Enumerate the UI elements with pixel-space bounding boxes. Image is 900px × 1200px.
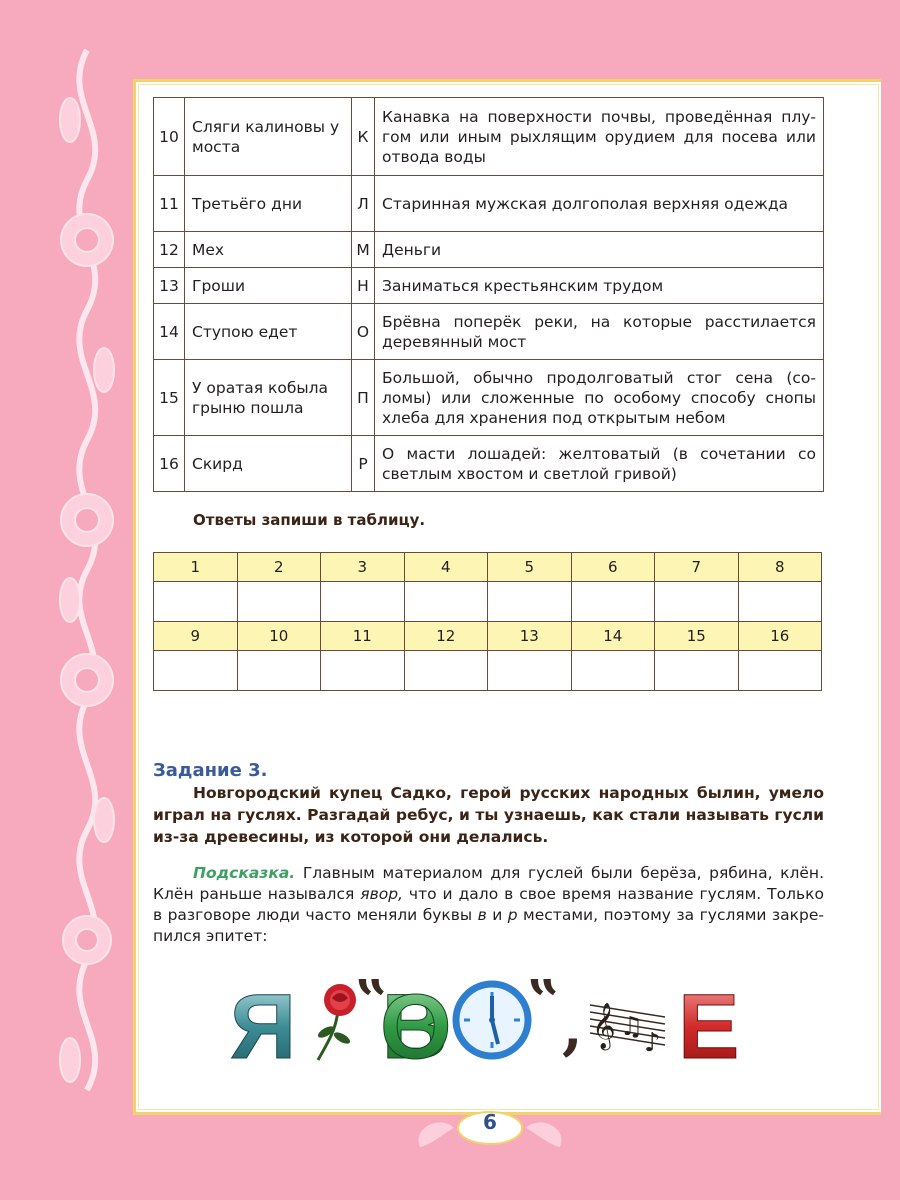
answer-cell[interactable] <box>404 651 488 691</box>
task-text: Новгородский купец Садко, герой русских народных былин, умело играл на гуслях. Разгадай ребус, и ты узнаешь, как стали называть гусли из-за древесины, из которой они делались. <box>153 784 824 846</box>
hint-word-yavor: явор, <box>360 885 403 903</box>
rebus-letters-vo: ВО <box>380 976 452 1070</box>
table-row <box>154 176 824 232</box>
answer-number: 5 <box>488 553 572 582</box>
answer-table <box>153 552 822 691</box>
hint-paragraph <box>153 863 824 947</box>
row-number: 15 <box>154 360 185 436</box>
letter-cell: Р <box>352 436 375 492</box>
instruction-text: Ответы запиши в таблицу. <box>193 511 426 529</box>
answer-cell[interactable] <box>404 582 488 622</box>
answer-number: 8 <box>738 553 822 582</box>
answer-cell[interactable] <box>154 582 238 622</box>
floral-ornament <box>40 40 135 1150</box>
answer-cell[interactable] <box>738 651 822 691</box>
vocabulary-table <box>153 97 824 492</box>
definition-cell: О масти лошадей: желтоватый (в сочетании со светлым хвостом и светлой гривой) <box>375 436 824 492</box>
rebus-comma: , <box>562 993 583 1063</box>
phrase-cell: Скирд <box>185 436 352 492</box>
table-row <box>154 304 824 360</box>
answer-number: 11 <box>321 622 405 651</box>
answer-cell[interactable] <box>321 651 405 691</box>
row-number: 11 <box>154 176 185 232</box>
hint-text: и <box>486 906 508 924</box>
letter-cell: К <box>352 98 375 176</box>
answer-number: 15 <box>655 622 739 651</box>
answer-cell[interactable] <box>488 651 572 691</box>
phrase-cell: Мех <box>185 232 352 268</box>
row-number: 16 <box>154 436 185 492</box>
phrase-cell: Сляги калиновы у моста <box>185 98 352 176</box>
letter-cell: Л <box>352 176 375 232</box>
answer-number: 9 <box>154 622 238 651</box>
svg-text:♪: ♪ <box>644 1028 661 1058</box>
definition-cell: Деньги <box>375 232 824 268</box>
rebus-puzzle <box>230 970 750 1070</box>
svg-text:♫: ♫ <box>620 1012 644 1042</box>
answer-blank-row <box>154 651 822 691</box>
row-number: 10 <box>154 98 185 176</box>
answer-cell[interactable] <box>655 651 739 691</box>
answer-number: 12 <box>404 622 488 651</box>
answer-cell[interactable] <box>488 582 572 622</box>
phrase-cell: Гроши <box>185 268 352 304</box>
answer-blank-row <box>154 582 822 622</box>
definition-cell: Старинная мужская долгополая верхняя одежда <box>375 176 824 232</box>
row-number: 13 <box>154 268 185 304</box>
task-title: Задание 3. <box>153 760 268 781</box>
answer-cell[interactable] <box>571 651 655 691</box>
rebus-letter-ya: Я <box>230 976 297 1070</box>
page-number: 6 <box>483 1110 497 1134</box>
answer-number: 7 <box>655 553 739 582</box>
rebus-letter-e: Е <box>678 976 740 1070</box>
answer-cell[interactable] <box>738 582 822 622</box>
answer-cell[interactable] <box>237 651 321 691</box>
hint-letter-r: р <box>507 906 518 924</box>
table-row <box>154 268 824 304</box>
answer-number: 3 <box>321 553 405 582</box>
table-row <box>154 232 824 268</box>
hint-text: Главным материалом для гуслей были берёза, рябина, клён. Клён раньше назывался <box>153 864 824 903</box>
hint-letter-v: в <box>477 906 487 924</box>
answer-number: 13 <box>488 622 572 651</box>
letter-cell: О <box>352 304 375 360</box>
table-row <box>154 98 824 176</box>
phrase-cell: Ступою едет <box>185 304 352 360</box>
answer-cell[interactable] <box>321 582 405 622</box>
music-notes-icon <box>590 1003 665 1058</box>
answer-number: 6 <box>571 553 655 582</box>
answer-cell[interactable] <box>237 582 321 622</box>
phrase-cell: У оратая кобыла грыню пошла <box>185 360 352 436</box>
svg-text:𝄞: 𝄞 <box>592 1003 616 1049</box>
answer-header-row <box>154 553 822 582</box>
answer-cell[interactable] <box>154 651 238 691</box>
definition-cell: Большой, обычно продолговатый стог сена (соломы) или сложенные по особому способу снопы хлеба для хранения под открытым небом <box>375 360 824 436</box>
row-number: 14 <box>154 304 185 360</box>
rose-icon <box>316 984 356 1060</box>
rebus-quote-open: ‟ <box>356 970 389 1034</box>
hint-text: местами, поэтому за гуслями закрепился эпитет: <box>153 906 824 945</box>
letter-cell: П <box>352 360 375 436</box>
letter-cell: М <box>352 232 375 268</box>
phrase-cell: Третьёго дни <box>185 176 352 232</box>
definition-cell: Заниматься крестьянским трудом <box>375 268 824 304</box>
answer-cell[interactable] <box>571 582 655 622</box>
rebus-quote-close: ‟ <box>528 970 561 1034</box>
answer-number: 10 <box>237 622 321 651</box>
definition-cell: Брёвна поперёк реки, на которые расстилается деревянный мост <box>375 304 824 360</box>
answer-number: 4 <box>404 553 488 582</box>
hint-label: Подсказка. <box>193 864 296 882</box>
answer-header-row <box>154 622 822 651</box>
table-row <box>154 360 824 436</box>
letter-cell: Н <box>352 268 375 304</box>
answer-number: 1 <box>154 553 238 582</box>
row-number: 12 <box>154 232 185 268</box>
answer-number: 2 <box>237 553 321 582</box>
answer-number: 14 <box>571 622 655 651</box>
answer-number: 16 <box>738 622 822 651</box>
hint-text: что и дало в свое время название гуслям. Только в разговоре люди часто меняли буквы <box>153 885 825 924</box>
definition-cell: Канавка на поверхности почвы, проведённая плугом или иным рыхлящим орудием для посева или отвода воды <box>375 98 824 176</box>
clock-icon <box>456 984 528 1056</box>
table-row <box>154 436 824 492</box>
answer-cell[interactable] <box>655 582 739 622</box>
